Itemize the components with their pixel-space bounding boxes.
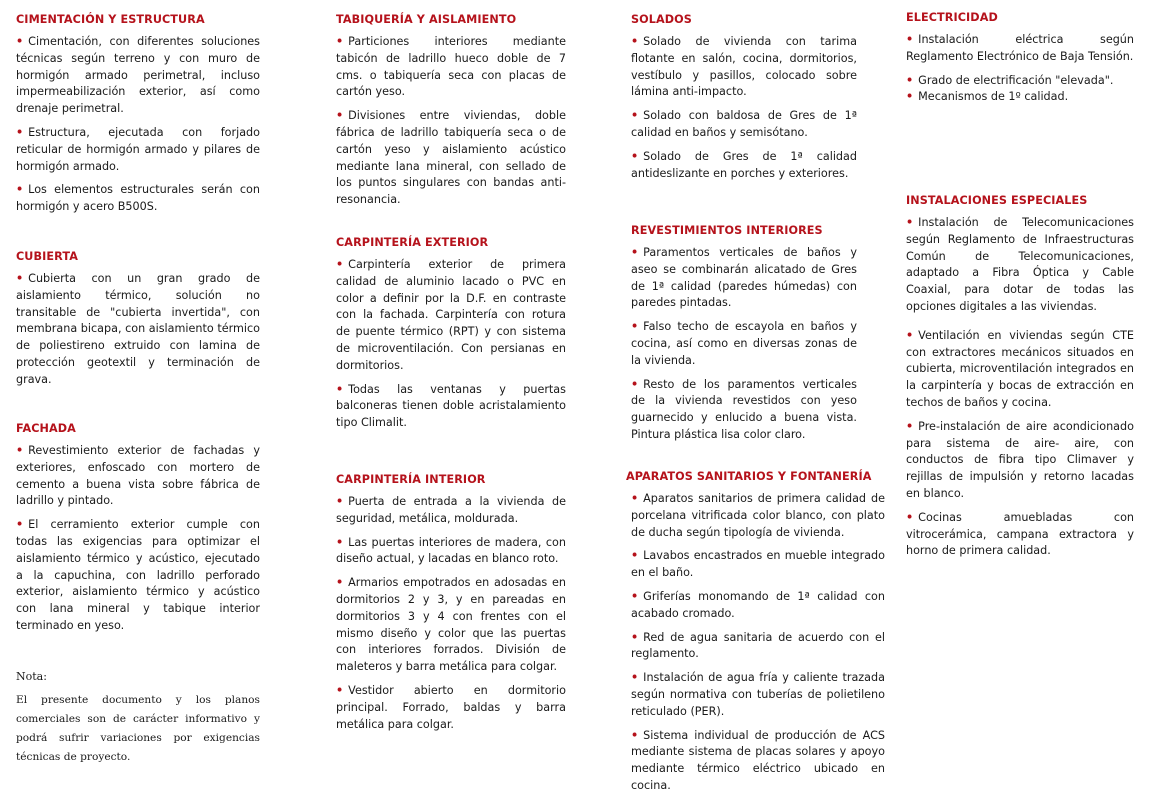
list-item: • El cerramiento exterior cumple con todas las exigencias para optimizar el aislamiento térmico y acústico, ejecutado a la capuchina, con ladrillo perforado exterior, aislamiento térmico y acústico con lana mineral y tabique interior terminado en yeso. bbox=[16, 518, 260, 632]
section-title: ELECTRICIDAD bbox=[906, 11, 998, 24]
list-item: • Solado con baldosa de Gres de 1ª calidad en baños y semisótano. bbox=[631, 109, 857, 139]
section-carpinteria-interior bbox=[336, 473, 566, 740]
section-fachada bbox=[16, 422, 260, 642]
list-item: • Particiones interiores mediante tabicón de ladrillo hueco doble de 7 cms. o tabiquería seca con placas de cartón yeso. bbox=[336, 35, 566, 99]
note bbox=[16, 670, 260, 767]
list-item: • Red de agua sanitaria de acuerdo con el reglamento. bbox=[631, 630, 885, 661]
list-item: • Estructura, ejecutada con forjado reticular de hormigón armado y pilares de hormigón armado. bbox=[16, 125, 260, 173]
bullet-icon: • bbox=[906, 510, 914, 524]
bullet-icon: • bbox=[336, 258, 344, 271]
section-title: CARPINTERÍA EXTERIOR bbox=[336, 236, 489, 249]
bullet-icon: • bbox=[906, 328, 914, 342]
bullet-icon: • bbox=[16, 444, 24, 457]
note-label: Nota: bbox=[16, 670, 47, 683]
bullet-icon: • bbox=[631, 35, 639, 48]
bullet-icon: • bbox=[631, 589, 639, 603]
bullet-icon: • bbox=[336, 382, 344, 396]
bullet-icon: • bbox=[631, 377, 639, 391]
section-title: CARPINTERÍA INTERIOR bbox=[336, 473, 486, 486]
section-solados bbox=[631, 13, 857, 189]
bullet-icon: • bbox=[631, 630, 639, 644]
bullet-icon: • bbox=[16, 518, 24, 532]
list-item: • Solado de Gres de 1ª calidad antideslizante en porches y exteriores. bbox=[631, 149, 857, 180]
section-body bbox=[626, 491, 885, 795]
bullet-icon: • bbox=[631, 549, 639, 563]
list-item: • Grado de electrificación "elevada". bbox=[906, 73, 1114, 87]
bullet-icon: • bbox=[631, 149, 639, 163]
bullet-icon: • bbox=[906, 216, 914, 229]
list-item: • Carpintería exterior de primera calidad de aluminio lacado o PVC en color a definir por la D.F. en contraste con la fachada. Carpintería con rotura de puente térmico (RPT) y con sistema de microventilación. Con persianas en dormitorios. bbox=[336, 258, 566, 372]
list-item: • Pre-instalación de aire acondicionado para sistema de aire- aire, con conductos de fibra tipo Climaver y rejillas de impulsión y retorno lacadas en blanco. bbox=[906, 419, 1134, 500]
bullet-icon: • bbox=[906, 419, 914, 433]
section-instalaciones-especiales bbox=[906, 194, 1134, 567]
list-item: • Cimentación, con diferentes soluciones técnicas según terreno y con muro de hormigón armado perimetral, incluso impermeabilización exterior, así como drenaje perimetral. bbox=[16, 35, 260, 116]
bullet-icon: • bbox=[16, 272, 24, 285]
list-item: • Las puertas interiores de madera, con diseño actual, y lacadas en blanco roto. bbox=[336, 535, 566, 566]
list-item: • Revestimiento exterior de fachadas y exteriores, enfoscado con mortero de cemento a buena vista sobre fábrica de ladrillo y pintado. bbox=[16, 444, 260, 508]
section-title: APARATOS SANITARIOS Y FONTANERÍA bbox=[626, 470, 872, 483]
bullet-icon: • bbox=[631, 109, 639, 123]
list-item: • Puerta de entrada a la vivienda de seguridad, metálica, moldurada. bbox=[336, 495, 566, 525]
section-title: SOLADOS bbox=[631, 13, 692, 26]
section-title: FACHADA bbox=[16, 422, 76, 435]
bullet-icon: • bbox=[336, 495, 344, 508]
list-item: • Cocinas amuebladas con vitrocerámica, campana extractora y horno de primera calidad. bbox=[906, 510, 1134, 558]
list-item: • Los elementos estructurales serán con hormigón y acero B500S. bbox=[16, 183, 260, 214]
bullet-icon: • bbox=[16, 125, 24, 139]
section-tabiqueria bbox=[336, 13, 566, 216]
bullet-icon: • bbox=[631, 320, 639, 334]
list-item: • Armarios empotrados en adosadas en dormitorios 2 y 3, y en pareadas en dormitorios 3 y 4 con frentes con el mismo diseño y color que las puertas con interiores forrados. División de maleteros y barra metálica para colgar. bbox=[336, 576, 566, 674]
list-item: • Griferías monomando de 1ª calidad con acabado cromado. bbox=[631, 589, 885, 620]
bullet-icon: • bbox=[336, 683, 344, 697]
bullet-icon: • bbox=[906, 33, 914, 46]
list-item: • Paramentos verticales de baños y aseo se combinarán alicatado de Gres de 1ª calidad (paredes húmedas) con paredes pintadas. bbox=[631, 246, 857, 310]
section-title: INSTALACIONES ESPECIALES bbox=[906, 194, 1088, 207]
bullet-icon: • bbox=[631, 728, 639, 742]
bullet-icon: • bbox=[906, 90, 914, 104]
section-title: CUBIERTA bbox=[16, 250, 78, 263]
list-item: • Instalación de Telecomunicaciones según Reglamento de Infraestructuras Común de Telecomunicaciones, adaptado a Fibra Óptica y Cable Coaxial, para dotar de todas las opciones digitales a las viviendas. bbox=[906, 216, 1134, 313]
list-item: • Falso techo de escayola en baños y cocina, así como en diversas zonas de la vivienda. bbox=[631, 320, 857, 367]
section-cubierta bbox=[16, 250, 260, 396]
bullet-icon: • bbox=[336, 535, 344, 549]
section-cimentacion bbox=[16, 13, 260, 223]
list-item: • Divisiones entre viviendas, doble fábrica de ladrillo tabiquería seca o de cartón yeso y aislamiento acústico mediante lana mineral, con sellado de los puntos singulares con bandas anti-resonancia. bbox=[336, 109, 566, 207]
section-title: CIMENTACIÓN Y ESTRUCTURA bbox=[16, 13, 205, 26]
bullet-icon: • bbox=[336, 576, 344, 590]
list-item: • Ventilación en viviendas según CTE con extractores mecánicos situados en cubierta, microventilación integrados en la carpintería y bocas de extracción en techos de baños y cocina. bbox=[906, 328, 1134, 409]
bullet-icon: • bbox=[906, 73, 914, 87]
bullet-icon: • bbox=[336, 35, 344, 48]
section-revestimientos bbox=[631, 224, 857, 451]
list-item: • Cubierta con un gran grado de aislamiento térmico, solución no transitable de "cubierta invertida", con membrana bicapa, con aislamiento térmico de poliestireno extruido con lamina de protección geotextil y terminación de grava. bbox=[16, 272, 260, 386]
note-text: El presente documento y los planos comerciales son de carácter informativo y podrá sufrir variaciones por exigencias técnicas de proyecto. bbox=[16, 694, 260, 763]
list-item: • Mecanismos de 1º calidad. bbox=[906, 90, 1069, 104]
section-title: TABIQUERÍA Y AISLAMIENTO bbox=[336, 13, 517, 26]
section-title: REVESTIMIENTOS INTERIORES bbox=[631, 224, 823, 237]
list-item: • Solado de vivienda con tarima flotante en salón, cocina, dormitorios, vestíbulo y pasillos, colocado sobre lámina anti-impacto. bbox=[631, 35, 857, 99]
list-item: • Todas las ventanas y puertas balconeras tienen doble acristalamiento tipo Climalit. bbox=[336, 382, 566, 430]
section-aparatos bbox=[626, 470, 885, 802]
list-item: • Aparatos sanitarios de primera calidad de porcelana vitrificada color blanco, con plato de ducha según tipología de vivienda. bbox=[631, 492, 885, 539]
section-carpinteria-exterior bbox=[336, 236, 566, 439]
list-item: • Instalación eléctrica según Reglamento Electrónico de Baja Tensión. bbox=[906, 33, 1134, 63]
bullet-icon: • bbox=[631, 671, 639, 685]
list-item: • Sistema individual de producción de ACS mediante sistema de placas solares y apoyo mediante térmico eléctrico ubicado en cocina. bbox=[631, 728, 885, 792]
list-item: • Instalación de agua fría y caliente trazada según normativa con tuberías de polietileno reticulado (PER). bbox=[631, 671, 885, 718]
bullet-icon: • bbox=[16, 183, 24, 197]
list-item: • Vestidor abierto en dormitorio principal. Forrado, baldas y barra metálica para colgar. bbox=[336, 683, 566, 731]
list-item: • Resto de los paramentos verticales de la vivienda revestidos con yeso guarnecido y enlucido a buena vista. Pintura plástica lisa color claro. bbox=[631, 377, 857, 441]
bullet-icon: • bbox=[631, 492, 639, 505]
bullet-icon: • bbox=[16, 35, 24, 48]
section-electricidad bbox=[906, 11, 1134, 113]
list-item: • Lavabos encastrados en mueble integrado en el baño. bbox=[631, 549, 885, 580]
bullet-icon: • bbox=[336, 109, 344, 123]
bullet-icon: • bbox=[631, 246, 639, 259]
